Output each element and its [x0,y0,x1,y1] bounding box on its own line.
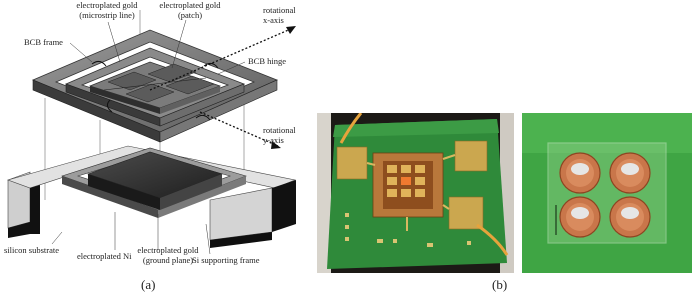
label-bcb-frame: BCB frame [24,37,63,47]
label-rotational-y-axis: rotational y-axis [263,125,296,145]
photo-coils-drawing [522,113,692,273]
label-si-supporting-frame: Si supporting frame [192,255,260,265]
label-gold-microstrip: electroplated gold (microstrip line) [76,0,138,20]
label-bcb-hinge: BCB hinge [248,56,287,66]
photo-coils [522,113,692,273]
exploded-diagram [0,0,310,270]
caption-a: (a) [141,277,156,292]
label-silicon-substrate: silicon substrate [4,245,60,255]
label-gold-patch: electroplated gold (patch) [159,0,221,20]
x-axis-arrowhead [286,26,296,34]
label-electroplated-ni: electroplated Ni [77,251,132,261]
photo-device-on-pcb [317,113,514,273]
label-rotational-x-axis: rotational x-axis [263,5,296,25]
caption-b: (b) [492,277,508,292]
label-gold-ground-plane: electroplated gold (ground plane) [137,245,199,265]
photo-device-drawing [317,113,514,273]
